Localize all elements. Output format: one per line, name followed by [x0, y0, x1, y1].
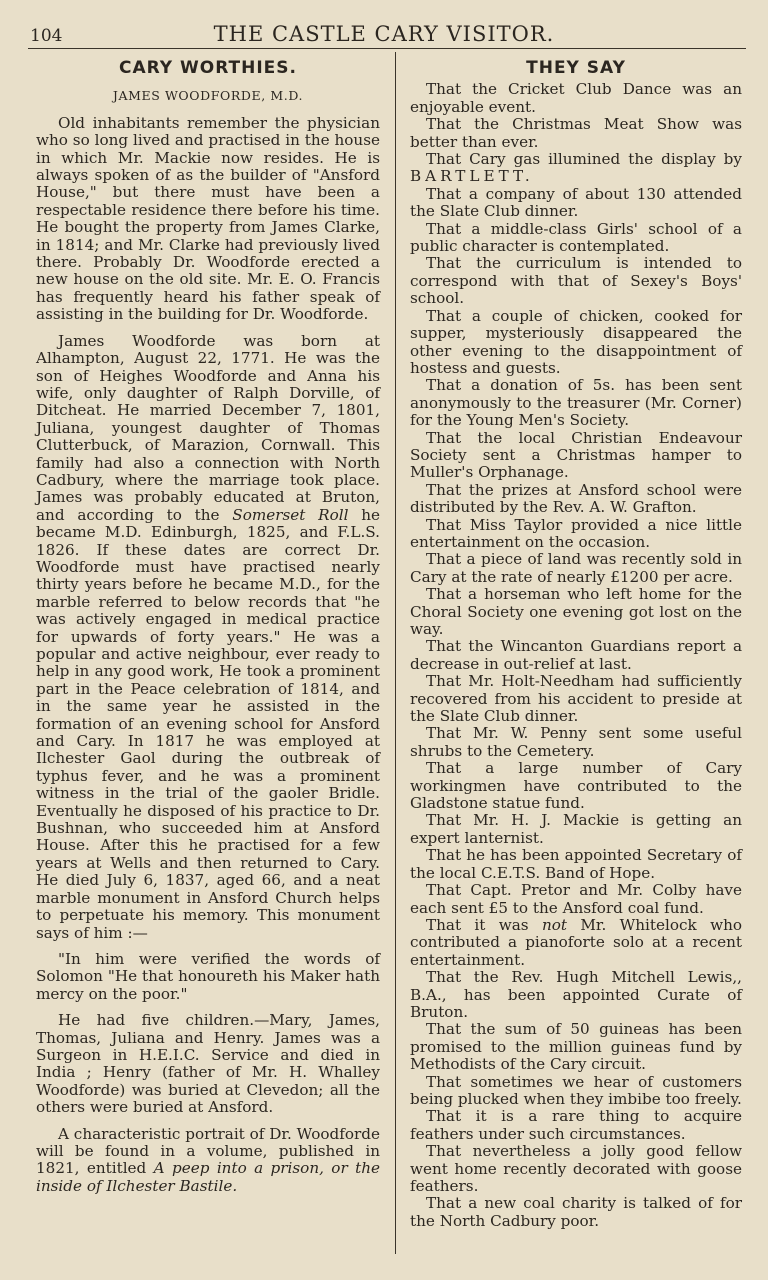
- column-divider: [395, 52, 396, 1254]
- list-item: That Miss Taylor provided a nice little entertainment on the occasion.: [410, 515, 742, 551]
- list-item: That the prizes at Ansford school were distributed by the Rev. A. W. Grafton.: [410, 480, 742, 517]
- list-item: That the Cricket Club Dance was an enjoyable event.: [410, 80, 742, 116]
- list-item: That a company of about 130 attended the Slate Club dinner.: [410, 184, 742, 221]
- article-subtitle: JAMES WOODFORDE, M.D.: [112, 88, 304, 104]
- list-item: That a horseman who left home for the Choral Society one evening got lost on the way.: [410, 585, 742, 638]
- cary-worthies-column: [36, 56, 380, 1204]
- header-rule: [28, 48, 746, 49]
- list-item: That the curriculum is intended to correspond with that of Sexey's Boys' school.: [410, 254, 742, 308]
- journal-title: THE CASTLE CARY VISITOR.: [213, 22, 555, 46]
- list-item: That a new coal charity is talked of for the North Cadbury poor.: [410, 1194, 742, 1230]
- list-item: That a middle-class Girls' school of a public character is contemplated.: [410, 219, 742, 256]
- list-item: That a couple of chicken, cooked for supper, mysteriously disappeared the other evening to the disappointment of hostess and guests.: [410, 306, 742, 377]
- list-item: That a donation of 5s. has been sent anonymously to the treasurer (Mr. Corner) for the Young Men's Society.: [410, 376, 742, 430]
- list-item: That Mr. Holt-Needham had sufficiently recovered from his accident to preside at the Slate Club dinner.: [410, 672, 742, 726]
- list-item: That it is a rare thing to acquire feathers under such circumstances.: [410, 1107, 742, 1143]
- section-title-they-say: THEY SAY: [526, 58, 626, 78]
- they-say-column: [410, 56, 742, 1230]
- epitaph-quote: "In him were verified the words of Solomon "He that honoureth his Maker hath mercy on the poor.": [36, 949, 380, 1003]
- list-item: That it was not Mr. Whitelock who contributed a pianoforte solo at a recent entertainment.: [410, 915, 742, 969]
- list-item: That the Rev. Hugh Mitchell Lewis,, B.A., has been appointed Curate of Bruton.: [410, 968, 742, 1021]
- paragraph: James Woodforde was born at Alhampton, August 22, 1771. He was the son of Heighes Woodforde and Anna his wife, only daughter of Ralph Dorville, of Ditcheat. He married December 7, 1801, Juliana, youngest daughter of Thomas Clutterbuck, of Marazion, Cornwall. This family had also a connection with North Cadbury, where the marriage took place. James was probably educated at Bruton, and according to the Somerset Roll he became M.D. Edinburgh, 1825, and F.L.S. 1826. If these dates are correct Dr. Woodforde must have practised nearly thirty years before he became M.D., for the marble referred to below records that "he was actively engaged in medical practice for upwards of forty years." He was a popular and active neighbour, ever ready to help in any good work, He took a prominent part in the Peace celebration of 1814, and in the same year he assisted in the formation of an evening school for Ansford and Cary. In 1817 he was employed at Ilchester Gaol during the outbreak of typhus fever, and he was a prominent witness in the trial of the gaoler Bridle. Eventually he disposed of his practice to Dr. Bushnan, who succeeded him at Ansford House. After this he practised for a few years at Wells and then returned to Cary. He died July 6, 1837, aged 66, and a neat marble monument in Ansford Church helps to perpetuate his memory. This monument says of him :—: [36, 331, 380, 942]
- paragraph: He had five children.—Mary, James, Thomas, Juliana and Henry. James was a Surgeon in H.E.I.C. Service and died in India ; Henry (father of Mr. H. Whalley Woodforde) was buried at Clevedon; all the others were buried at Ansford.: [36, 1011, 380, 1117]
- list-item: That a large number of Cary workingmen have contributed to the Gladstone statue fund.: [410, 759, 742, 813]
- running-head: [30, 14, 738, 46]
- list-item: That the local Christian Endeavour Society sent a Christmas hamper to Muller's Orphanage.: [410, 428, 742, 482]
- list-item: That Mr. H. J. Mackie is getting an expert lanternist.: [410, 811, 742, 847]
- list-item: That nevertheless a jolly good fellow went home recently decorated with goose feathers.: [410, 1142, 742, 1195]
- list-item: That the Christmas Meat Show was better than ever.: [410, 115, 742, 151]
- section-title-cary-worthies: CARY WORTHIES.: [118, 58, 297, 78]
- page-number: 104: [30, 26, 63, 46]
- list-item: That a piece of land was recently sold in Cary at the rate of nearly £1200 per acre.: [410, 550, 742, 586]
- list-item: That he has been appointed Secretary of the local C.E.T.S. Band of Hope.: [410, 846, 742, 882]
- list-item: That Mr. W. Penny sent some useful shrubs to the Cemetery.: [410, 724, 742, 760]
- list-item: That the Wincanton Guardians report a decrease in out-relief at last.: [410, 637, 742, 673]
- list-item: That the sum of 50 guineas has been promised to the million guineas fund by Methodists of the Cary circuit.: [410, 1020, 742, 1074]
- paragraph: A characteristic portrait of Dr. Woodforde will be found in a volume, published in 1821, entitled A peep into a prison, or the inside of Ilchester Bastile.: [36, 1124, 380, 1195]
- list-item: That sometimes we hear of customers being plucked when they imbibe too freely.: [410, 1072, 742, 1108]
- list-item: That Capt. Pretor and Mr. Colby have each sent £5 to the Ansford coal fund.: [410, 881, 742, 917]
- list-item: That Cary gas illumined the display by BARTLETT.: [410, 150, 742, 186]
- paragraph: Old inhabitants remember the physician who so long lived and practised in the house in which Mr. Mackie now resides. He is always spoken of as the builder of "Ansford House," but there must have been a respectable residence there before his time. He bought the property from James Clarke, in 1814; and Mr. Clarke had previously lived there. Probably Dr. Woodforde erected a new house on the old site. Mr. E. O. Francis has frequently heard his father speak of assisting in the building for Dr. Woodforde.: [36, 113, 380, 324]
